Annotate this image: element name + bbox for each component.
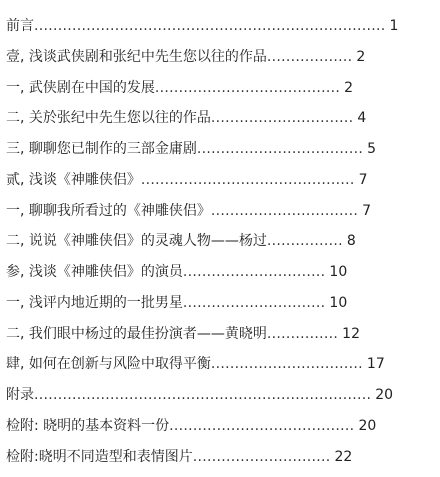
toc-entry-label: 贰, 浅谈《神雕侠侣》 (6, 172, 141, 188)
toc-entry-label: 检附:晓明不同造型和表情图片 (6, 449, 193, 465)
toc-entry-leader: .............................. (182, 264, 326, 280)
toc-entry-page: 10 (329, 264, 348, 280)
toc-entry-page: 4 (357, 110, 367, 126)
toc-entry-page: 7 (358, 172, 368, 188)
toc-entry-leader: ....................................... (169, 418, 355, 434)
toc-entry-leader: ................................... (196, 141, 364, 157)
toc-entry-leader: ................................ (210, 356, 363, 372)
toc-entry-page: 22 (334, 449, 353, 465)
toc-entry-leader: ............................. (192, 449, 331, 465)
toc-entry-part-3 (6, 260, 347, 284)
toc-entry-page: 7 (362, 203, 372, 219)
toc-entry-leader: ....................................................................... (34, 387, 372, 403)
toc-entry-leader: .......................................................................... (34, 18, 386, 34)
toc-entry-part-1-section-1 (6, 76, 353, 100)
toc-entry-label: 壹, 浅谈武侠剧和张纪中先生您以往的作品 (6, 49, 267, 65)
toc-entry-page: 2 (356, 49, 366, 65)
toc-entry-label: 二, 我们眼中杨过的最佳扮演者——黄晓明 (6, 326, 267, 342)
toc-entry-leader: .................. (266, 49, 353, 65)
toc-entry-part-2 (6, 168, 368, 192)
toc-entry-part-3-section-2 (6, 322, 360, 346)
toc-entry-label: 检附: 晓明的基本资料一份 (6, 418, 170, 434)
toc-entry-part-1-section-2 (6, 106, 366, 130)
toc-entry-page: 8 (346, 233, 356, 249)
toc-entry-leader: .............................. (182, 295, 326, 311)
toc-entry-label: 一, 聊聊我所看过的《神雕侠侣》 (6, 203, 211, 219)
toc-entry-page: 2 (344, 80, 354, 96)
toc-entry-page: 17 (366, 356, 385, 372)
toc-entry-part-4 (6, 352, 385, 376)
toc-entry-appendix (6, 383, 393, 407)
toc-entry-label: 附录 (6, 387, 34, 403)
toc-entry-leader: ............................................. (140, 172, 355, 188)
toc-entry-label: 二, 说说《神雕侠侣》的灵魂人物——杨过 (6, 233, 267, 249)
toc-entry-label: 二, 关於张纪中先生您以往的作品 (6, 110, 211, 126)
toc-entry-label: 肆, 如何在创新与风险中取得平衡 (6, 356, 211, 372)
toc-entry-label: 一, 浅评内地近期的一批男星 (6, 295, 183, 311)
toc-entry-label: 参, 浅谈《神雕侠侣》的演员 (6, 264, 183, 280)
toc-entry-page: 12 (342, 326, 360, 342)
toc-entry-leader: .............................. (210, 110, 354, 126)
toc-entry-page: 5 (367, 141, 377, 157)
toc-entry-leader: ............... (266, 326, 339, 342)
toc-entry-part-1 (6, 45, 365, 69)
toc-entry-page: 20 (375, 387, 394, 403)
toc-entry-part-1-section-3 (6, 137, 376, 161)
toc-entry-page: 1 (389, 18, 399, 34)
toc-entry-leader: ....................................... (154, 80, 341, 96)
toc-entry-leader: ................ (266, 233, 343, 249)
toc-entry-attachment-2 (6, 445, 352, 469)
toc-entry-part-2-section-2 (6, 229, 356, 253)
toc-entry-label: 三, 聊聊您已制作的三部金庸剧 (6, 141, 197, 157)
toc-entry-attachment-1 (6, 414, 376, 438)
toc-entry-page: 10 (329, 295, 348, 311)
toc-entry-part-2-section-1 (6, 199, 371, 223)
toc-entry-part-3-section-1 (6, 291, 347, 315)
toc-entry-label: 一, 武侠剧在中国的发展 (6, 80, 155, 96)
toc-entry-preface (6, 14, 398, 38)
toc-entry-label: 前言 (6, 18, 34, 34)
toc-entry-page: 20 (358, 418, 377, 434)
toc-entry-leader: ............................... (210, 203, 359, 219)
